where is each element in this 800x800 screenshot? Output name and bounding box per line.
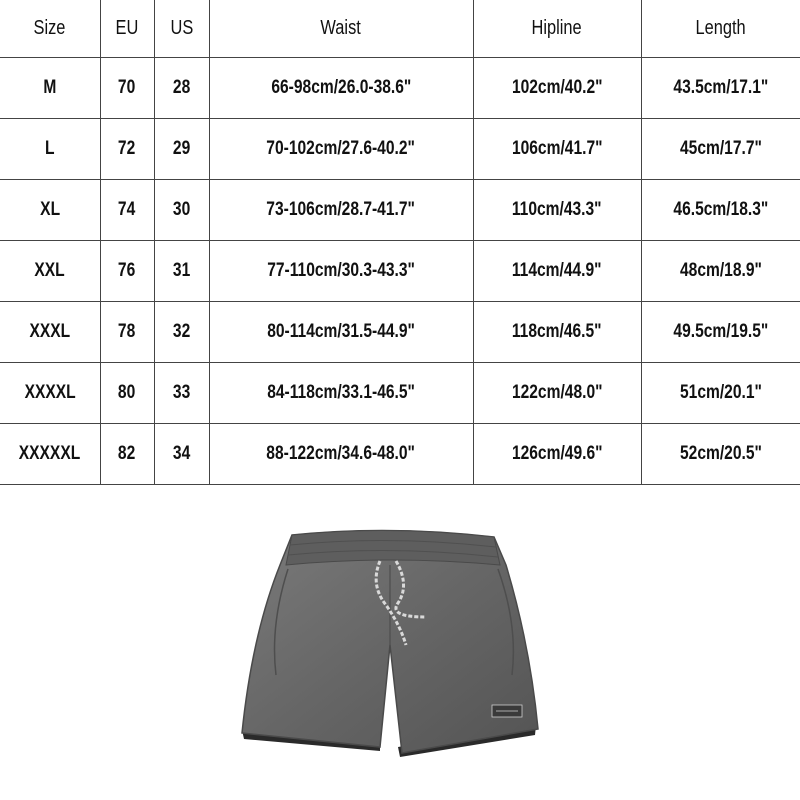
cell-size: XXXL bbox=[0, 301, 100, 362]
table-row bbox=[0, 57, 800, 118]
cell-size: M bbox=[0, 57, 100, 118]
cell-hipline: 110cm/43.3" bbox=[473, 179, 641, 240]
table-row bbox=[0, 362, 800, 423]
cell-eu: 70 bbox=[100, 57, 154, 118]
header-size: Size bbox=[0, 0, 100, 57]
cell-us: 28 bbox=[154, 57, 209, 118]
cell-hipline: 102cm/40.2" bbox=[473, 57, 641, 118]
cell-waist: 77-110cm/30.3-43.3" bbox=[209, 240, 473, 301]
cell-waist: 84-118cm/33.1-46.5" bbox=[209, 362, 473, 423]
table-row bbox=[0, 240, 800, 301]
header-waist: Waist bbox=[209, 0, 473, 57]
cell-waist: 66-98cm/26.0-38.6" bbox=[209, 57, 473, 118]
cell-size: XXXXXL bbox=[0, 423, 100, 484]
cell-length: 48cm/18.9" bbox=[641, 240, 800, 301]
cell-eu: 78 bbox=[100, 301, 154, 362]
cell-eu: 72 bbox=[100, 118, 154, 179]
cell-hipline: 114cm/44.9" bbox=[473, 240, 641, 301]
header-eu: EU bbox=[100, 0, 154, 57]
cell-length: 49.5cm/19.5" bbox=[641, 301, 800, 362]
table-row bbox=[0, 423, 800, 484]
cell-waist: 70-102cm/27.6-40.2" bbox=[209, 118, 473, 179]
cell-size: XL bbox=[0, 179, 100, 240]
cell-eu: 80 bbox=[100, 362, 154, 423]
cell-length: 52cm/20.5" bbox=[641, 423, 800, 484]
cell-eu: 82 bbox=[100, 423, 154, 484]
header-hipline: Hipline bbox=[473, 0, 641, 57]
cell-hipline: 122cm/48.0" bbox=[473, 362, 641, 423]
cell-length: 45cm/17.7" bbox=[641, 118, 800, 179]
cell-length: 43.5cm/17.1" bbox=[641, 57, 800, 118]
table-row bbox=[0, 118, 800, 179]
cell-length: 51cm/20.1" bbox=[641, 362, 800, 423]
cell-size: XXXXL bbox=[0, 362, 100, 423]
cell-waist: 80-114cm/31.5-44.9" bbox=[209, 301, 473, 362]
cell-size: XXL bbox=[0, 240, 100, 301]
cell-us: 33 bbox=[154, 362, 209, 423]
shorts-product-image bbox=[230, 525, 550, 795]
cell-us: 31 bbox=[154, 240, 209, 301]
cell-us: 29 bbox=[154, 118, 209, 179]
table-row bbox=[0, 301, 800, 362]
cell-eu: 74 bbox=[100, 179, 154, 240]
cell-hipline: 106cm/41.7" bbox=[473, 118, 641, 179]
cell-us: 34 bbox=[154, 423, 209, 484]
cell-size: L bbox=[0, 118, 100, 179]
header-length: Length bbox=[641, 0, 800, 57]
cell-length: 46.5cm/18.3" bbox=[641, 179, 800, 240]
cell-hipline: 118cm/46.5" bbox=[473, 301, 641, 362]
cell-waist: 88-122cm/34.6-48.0" bbox=[209, 423, 473, 484]
cell-hipline: 126cm/49.6" bbox=[473, 423, 641, 484]
waistband bbox=[286, 530, 500, 565]
cell-waist: 73-106cm/28.7-41.7" bbox=[209, 179, 473, 240]
header-us: US bbox=[154, 0, 209, 57]
table-row bbox=[0, 179, 800, 240]
cell-us: 32 bbox=[154, 301, 209, 362]
cell-us: 30 bbox=[154, 179, 209, 240]
cell-eu: 76 bbox=[100, 240, 154, 301]
table-header-row bbox=[0, 0, 800, 57]
